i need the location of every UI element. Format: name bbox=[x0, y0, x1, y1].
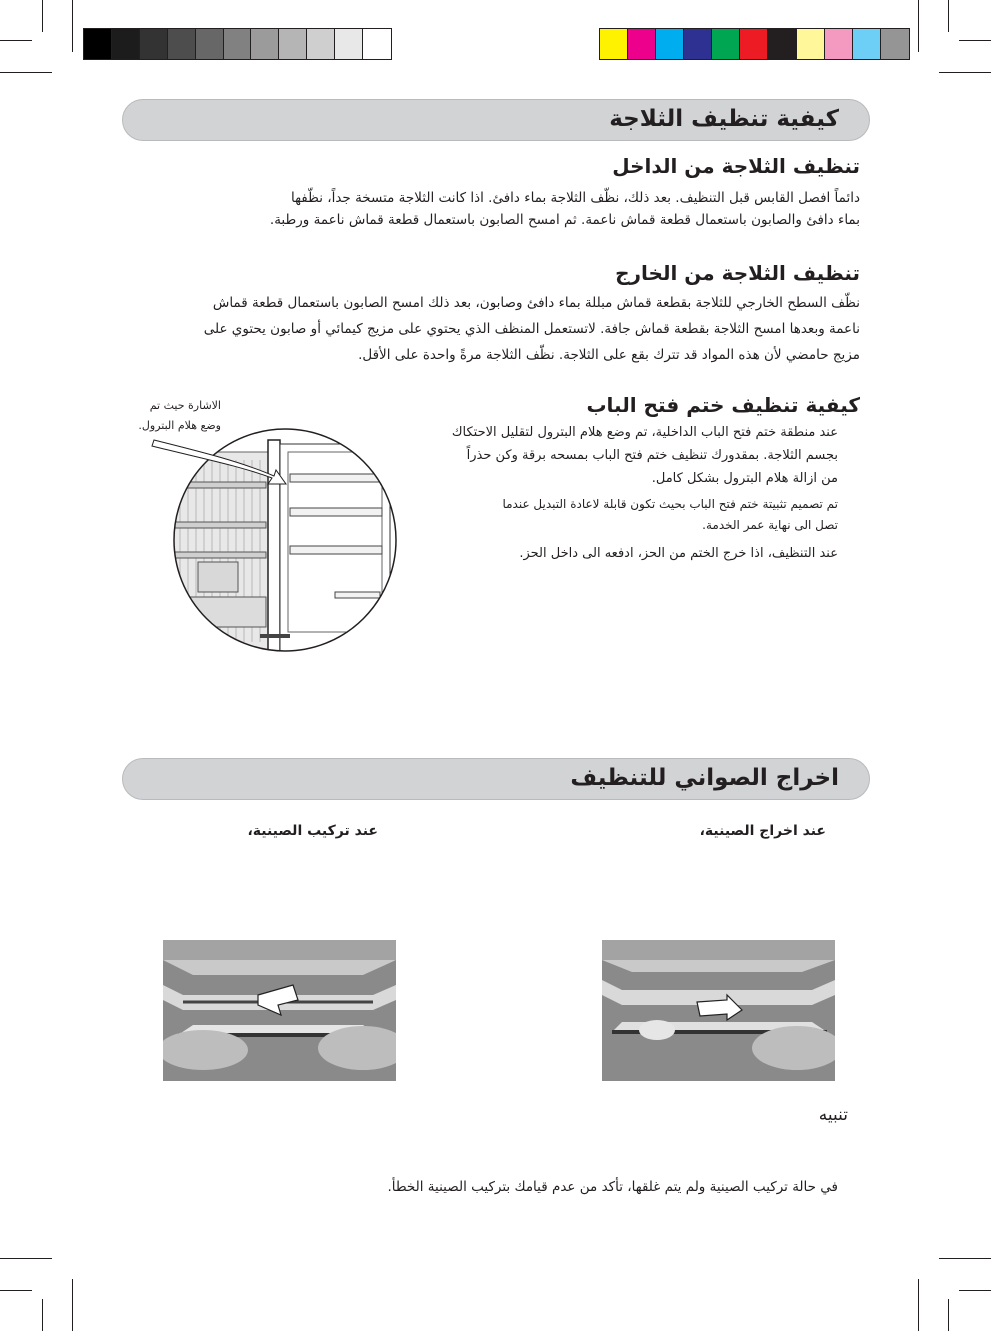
text-line: عند منطقة ختم فتح الباب الداخلية، تم وضع هلام البترول لتقليل الاحتكاك bbox=[451, 425, 838, 440]
color-swatch bbox=[600, 29, 628, 59]
color-swatch bbox=[656, 29, 684, 59]
text-line: تم تصميم تثبيتة ختم فتح الباب بحيث تكون قابلة لاعادة التبديل عندما bbox=[502, 497, 838, 511]
text-line: نظّف السطح الخارجي للثلاجة بقطعة قماش مبللة بماء دافئ وصابون، بعد ذلك امسح الصابون باستعمال قطعة قماش bbox=[212, 295, 860, 311]
door-seal-text bbox=[452, 421, 838, 490]
crop-mark bbox=[0, 72, 52, 73]
install-shelf-label: عند تركيب الصينية، bbox=[247, 823, 378, 839]
heading-inside-cleaning: تنظيف الثلاجة من الداخل bbox=[612, 154, 860, 178]
process-color-bar bbox=[599, 28, 910, 60]
color-swatch bbox=[168, 29, 196, 59]
color-swatch bbox=[196, 29, 224, 59]
color-swatch bbox=[768, 29, 796, 59]
color-swatch bbox=[712, 29, 740, 59]
heading-door-seal-cleaning: كيفية تنظيف ختم فتح الباب bbox=[586, 393, 860, 417]
crop-mark bbox=[0, 1258, 52, 1259]
caution-text: في حالة تركيب الصينية ولم يتم غلقها، تأكد من عدم قيامك بتركيب الصينية الخطأ. bbox=[387, 1179, 838, 1195]
crop-mark bbox=[42, 1299, 43, 1331]
crop-mark bbox=[72, 0, 73, 52]
fridge-door-seal-illustration bbox=[140, 412, 400, 652]
caution-title: تنبيه bbox=[818, 1105, 848, 1125]
text-line: الاشارة حيث تم bbox=[149, 399, 221, 412]
section-banner-remove-shelves bbox=[122, 758, 870, 800]
outside-cleaning-text bbox=[204, 290, 860, 368]
text-line: دائماً افصل القابس قبل التنظيف. بعد ذلك، نظّف الثلاجة بماء دافئ. اذا كانت الثلاجة متسخة جداً، نظّفها bbox=[290, 190, 860, 206]
crop-mark bbox=[918, 0, 919, 52]
color-swatch bbox=[224, 29, 252, 59]
color-swatch bbox=[140, 29, 168, 59]
text-line: مزيج حامضي لأن هذه المواد قد تترك بقع على الثلاجة. نظّف الثلاجة مرةً واحدة على الأقل. bbox=[358, 347, 860, 363]
color-swatch bbox=[740, 29, 768, 59]
color-swatch bbox=[797, 29, 825, 59]
color-swatch bbox=[251, 29, 279, 59]
text-line: ناعمة وبعدها امسح الثلاجة بقطعة قماش جافة. لاتستعمل المنظف الذي يحتوي على مزيج كيمائي أو صابون يحتوي على bbox=[203, 321, 860, 337]
section-title: كيفية تنظيف الثلاجة bbox=[609, 106, 839, 132]
color-swatch bbox=[279, 29, 307, 59]
crop-mark bbox=[42, 0, 43, 32]
crop-mark bbox=[939, 1258, 991, 1259]
crop-mark bbox=[0, 1290, 32, 1291]
color-swatch bbox=[628, 29, 656, 59]
heading-outside-cleaning: تنظيف الثلاجة من الخارج bbox=[615, 261, 860, 285]
install-shelf-photo bbox=[163, 940, 396, 1081]
color-swatch bbox=[335, 29, 363, 59]
section-title: اخراج الصواني للتنظيف bbox=[570, 765, 839, 791]
inside-cleaning-text bbox=[270, 187, 860, 231]
color-swatch bbox=[84, 29, 112, 59]
text-line: وضع هلام البترول. bbox=[138, 419, 221, 432]
text-line: بماء دافئ والصابون باستعمال قطعة قماش ناعمة. ثم امسح الصابون باستعمال قطعة قماش ناعمة ورطبة. bbox=[269, 212, 860, 228]
crop-mark bbox=[72, 1279, 73, 1331]
crop-mark bbox=[0, 40, 32, 41]
text-line: تصل الى نهاية عمر الخدمة. bbox=[702, 518, 838, 532]
crop-mark bbox=[939, 72, 991, 73]
door-seal-note bbox=[502, 494, 838, 536]
crop-mark bbox=[918, 1279, 919, 1331]
text-line: بجسم الثلاجة. بمقدورك تنظيف ختم فتح الباب بمسحه برقة وكن حذراً bbox=[466, 448, 838, 463]
section-banner-cleaning bbox=[122, 99, 870, 141]
grayscale-color-bar bbox=[83, 28, 392, 60]
color-swatch bbox=[853, 29, 881, 59]
color-swatch bbox=[112, 29, 140, 59]
remove-shelf-label: عند اخراج الصينية، bbox=[699, 823, 826, 839]
color-swatch bbox=[363, 29, 391, 59]
remove-shelf-photo bbox=[602, 940, 835, 1081]
crop-mark bbox=[948, 0, 949, 32]
text-line: من ازالة هلام البترول بشكل كامل. bbox=[651, 471, 838, 486]
door-seal-final-line: عند التنظيف، اذا خرج الختم من الحز، ادفعه الى داخل الحز. bbox=[519, 546, 838, 561]
color-swatch bbox=[825, 29, 853, 59]
crop-mark bbox=[959, 1290, 991, 1291]
crop-mark bbox=[959, 40, 991, 41]
color-swatch bbox=[684, 29, 712, 59]
color-swatch bbox=[881, 29, 909, 59]
color-swatch bbox=[307, 29, 335, 59]
crop-mark bbox=[948, 1299, 949, 1331]
